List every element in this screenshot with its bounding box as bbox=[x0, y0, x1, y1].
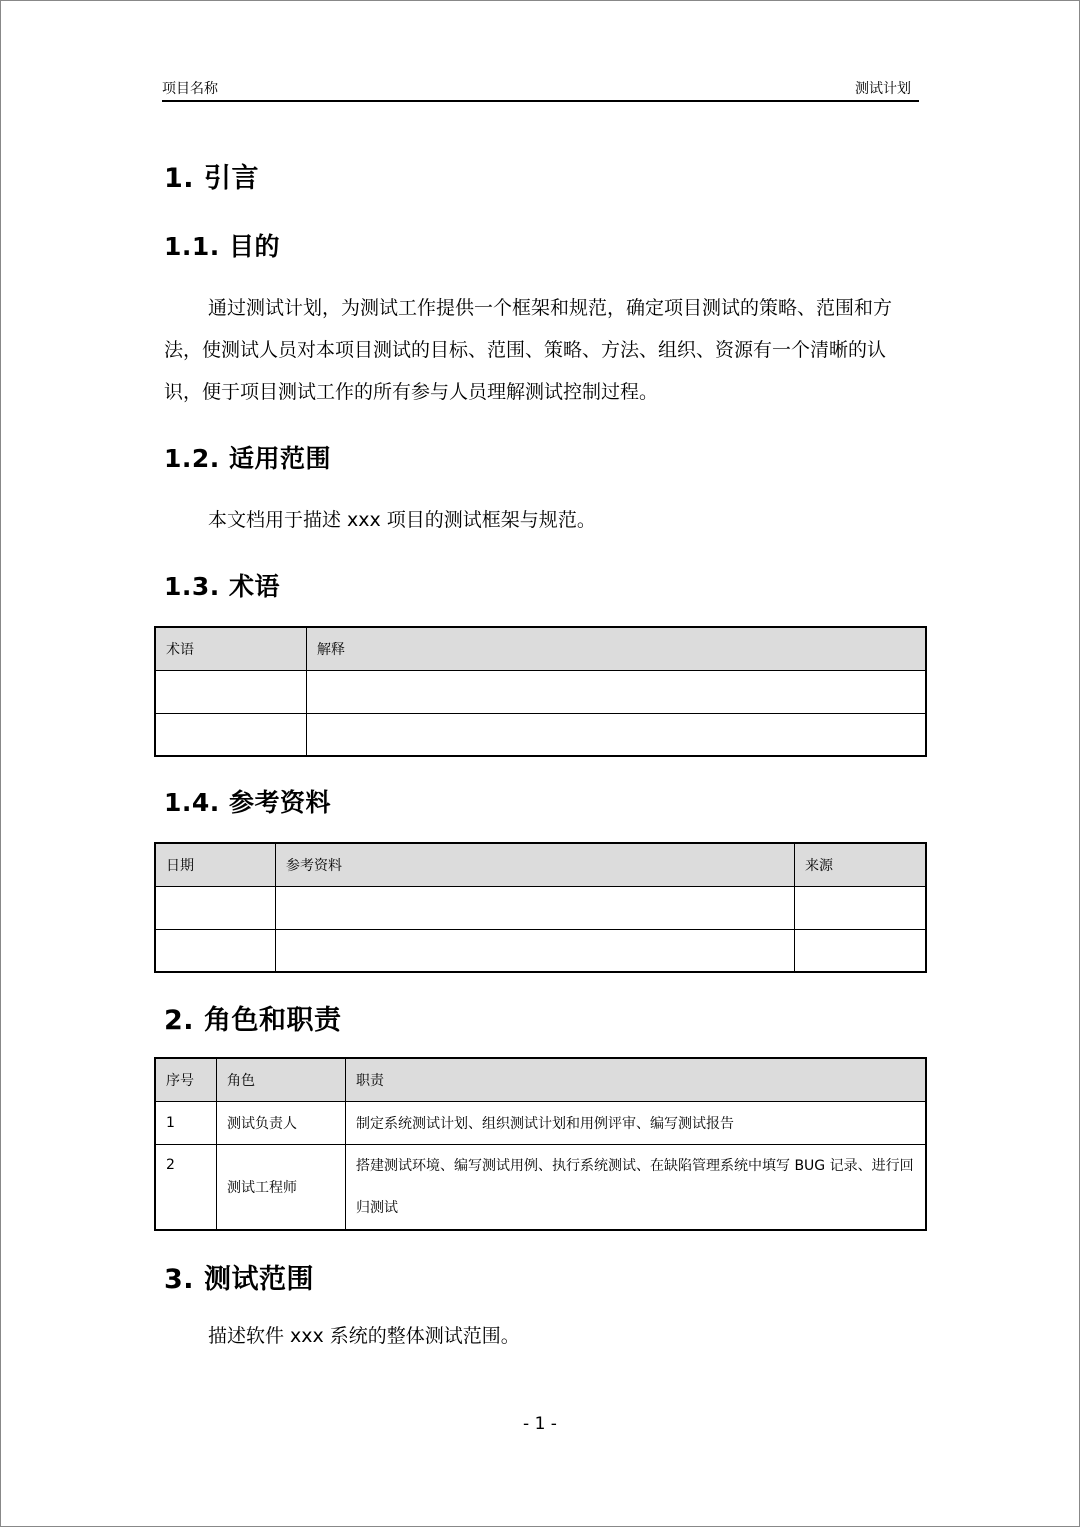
heading-test-scope: 3. 测试范围 bbox=[164, 1264, 314, 1295]
references-header-material: 参考资料 bbox=[276, 843, 795, 886]
terms-header-explanation: 解释 bbox=[307, 627, 927, 670]
roles-cell-duty: 搭建测试环境、编写测试用例、执行系统测试、在缺陷管理系统中填写 BUG 记录、进行回归测试 bbox=[346, 1144, 927, 1230]
header-doc-title: 测试计划 bbox=[855, 81, 911, 97]
header-project-name: 项目名称 bbox=[162, 81, 218, 97]
heading-introduction: 1. 引言 bbox=[164, 163, 259, 194]
terms-table bbox=[154, 626, 927, 757]
heading-roles-and-responsibilities: 2. 角色和职责 bbox=[164, 1005, 342, 1036]
roles-cell-role: 测试工程师 bbox=[217, 1144, 346, 1230]
references-cell bbox=[276, 929, 795, 972]
terms-cell bbox=[307, 670, 927, 713]
heading-scope-of-application: 1.2. 适用范围 bbox=[164, 444, 331, 473]
roles-cell-role: 测试负责人 bbox=[217, 1101, 346, 1144]
heading-references: 1.4. 参考资料 bbox=[164, 788, 331, 817]
references-cell bbox=[155, 929, 276, 972]
roles-table-header-row bbox=[155, 1058, 926, 1101]
roles-cell-number: 1 bbox=[155, 1101, 217, 1144]
test-scope-paragraph: 描述软件 xxx 系统的整体测试范围。 bbox=[208, 1325, 520, 1347]
terms-table-header-row bbox=[155, 627, 926, 670]
scope-paragraph: 本文档用于描述 xxx 项目的测试框架与规范。 bbox=[208, 509, 596, 531]
terms-header-term: 术语 bbox=[155, 627, 307, 670]
roles-cell-number: 2 bbox=[155, 1144, 217, 1230]
references-cell bbox=[155, 886, 276, 929]
roles-header-role: 角色 bbox=[217, 1058, 346, 1101]
references-table-header-row bbox=[155, 843, 926, 886]
terms-cell bbox=[155, 713, 307, 756]
terms-cell bbox=[155, 670, 307, 713]
heading-purpose: 1.1. 目的 bbox=[164, 232, 280, 261]
references-cell bbox=[276, 886, 795, 929]
table-row bbox=[155, 670, 926, 713]
table-row bbox=[155, 1144, 926, 1230]
roles-cell-duty: 制定系统测试计划、组织测试计划和用例评审、编写测试报告 bbox=[346, 1101, 927, 1144]
roles-header-number: 序号 bbox=[155, 1058, 217, 1101]
references-cell bbox=[795, 929, 927, 972]
references-cell bbox=[795, 886, 927, 929]
references-header-source: 来源 bbox=[795, 843, 927, 886]
references-header-date: 日期 bbox=[155, 843, 276, 886]
roles-header-duty: 职责 bbox=[346, 1058, 927, 1101]
purpose-paragraph: 通过测试计划，为测试工作提供一个框架和规范，确定项目测试的策略、范围和方法，使测试人员对本项目测试的目标、范围、策略、方法、组织、资源有一个清晰的认识，便于项目测试工作的所有参与人员理解测试控制过程。 bbox=[164, 297, 893, 403]
table-row bbox=[155, 713, 926, 756]
references-table bbox=[154, 842, 927, 973]
roles-table bbox=[154, 1057, 927, 1231]
table-row bbox=[155, 886, 926, 929]
page-header bbox=[162, 76, 919, 102]
page-number: - 1 - bbox=[523, 1414, 557, 1434]
table-row bbox=[155, 929, 926, 972]
table-row bbox=[155, 1101, 926, 1144]
heading-terms: 1.3. 术语 bbox=[164, 572, 280, 601]
terms-cell bbox=[307, 713, 927, 756]
